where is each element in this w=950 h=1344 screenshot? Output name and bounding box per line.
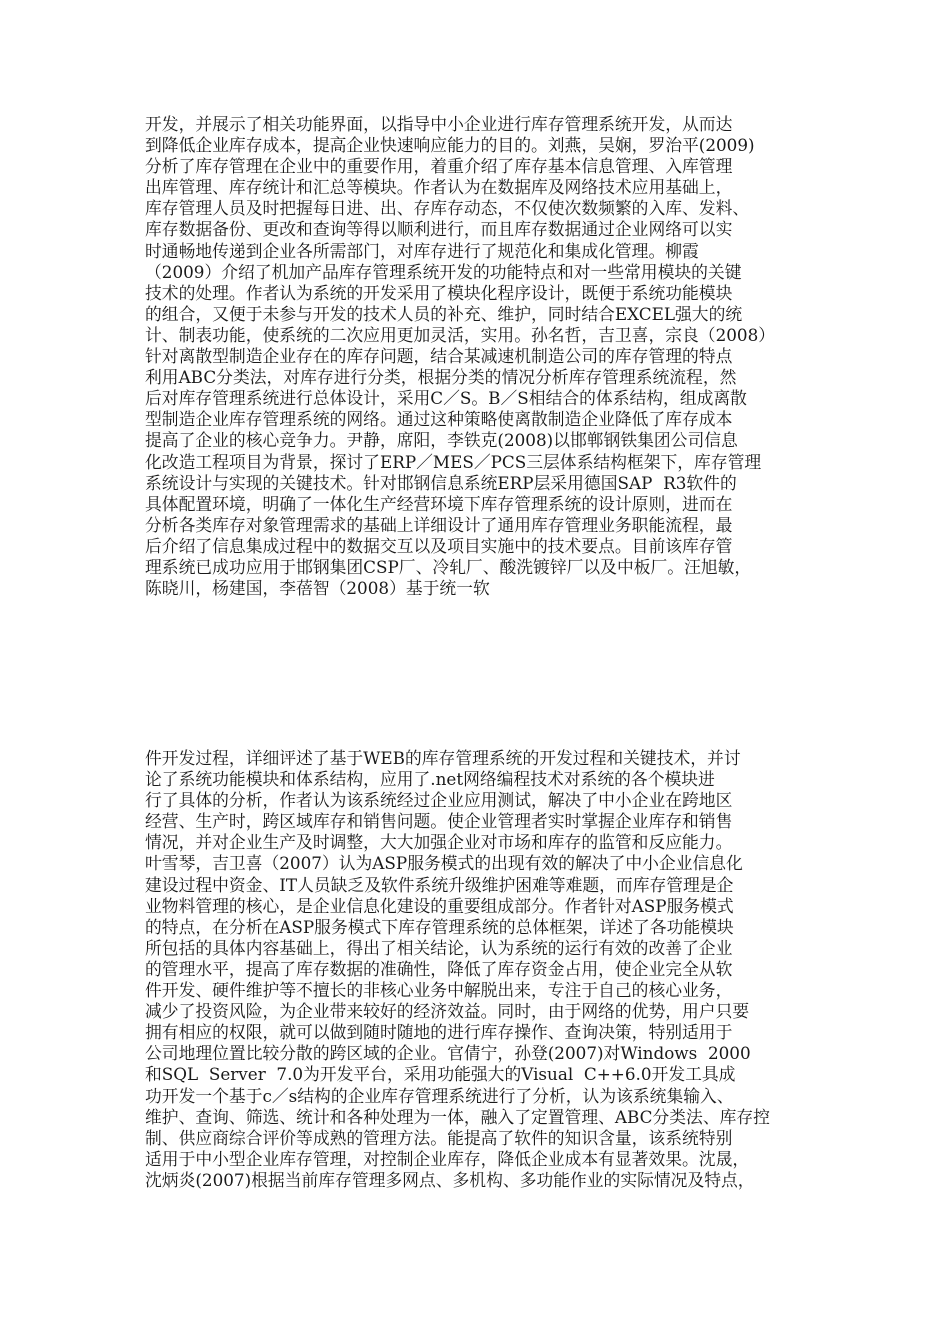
text-line: 型制造企业库存管理系统的网络。通过这种策略使离散制造企业降低了库存成本 [145, 409, 733, 430]
text-line: 的特点，在分析在ASP服务模式下库存管理系统的总体框架，详述了各功能模块 [145, 916, 734, 937]
text-line: 经营、生产时，跨区域库存和销售问题。使企业管理者实时掌握企业库存和销售 [145, 811, 733, 832]
text-line: 行了具体的分析，作者认为该系统经过企业应用测试，解决了中小企业在跨地区 [145, 790, 733, 811]
text-line: 的组合，又便于未参与开发的技术人员的补充、维护，同时结合EXCEL强大的统 [145, 303, 743, 324]
text-line: 和SQL Server 7.0为开发平台，采用功能强大的Visual C++6.0开发工具成 [145, 1064, 736, 1085]
text-line: 建设过程中资金、IT人员缺乏及软件系统升级维护困难等难题，而库存管理是企 [145, 874, 734, 895]
text-line: 论了系统功能模块和体系结构，应用了.net网络编程技术对系统的各个模块进 [145, 769, 715, 790]
text-block-1 [145, 114, 825, 599]
text-line: 功开发一个基于c／s结构的企业库存管理系统进行了分析，认为该系统集输入、 [145, 1085, 734, 1106]
text-line: 提高了企业的核心竞争力。尹静，席阳，李铁克(2008)以邯郸钢铁集团公司信息 [145, 430, 738, 451]
text-line: 件开发过程，详细评述了基于WEB的库存管理系统的开发过程和关键技术，并讨 [145, 748, 741, 768]
text-line: 所包括的具体内容基础上，得出了相关结论，认为系统的运行有效的改善了企业 [145, 937, 733, 958]
text-line: 后对库存管理系统进行总体设计，采用C／S。B／S相结合的体系结构，组成离散 [145, 388, 747, 409]
text-line: 库存数据备份、更改和查询等得以顺利进行，而且库存数据通过企业网络可以实 [145, 219, 733, 240]
text-line: 适用于中小型企业库存管理，对控制企业库存，降低企业成本有显著效果。沈晟， [145, 1148, 750, 1169]
text-line: 制、供应商综合评价等成熟的管理方法。能提高了软件的知识含量，该系统特别 [145, 1127, 733, 1148]
text-line: 后介绍了信息集成过程中的数据交互以及项目实施中的技术要点。目前该库存管 [145, 535, 733, 556]
text-line: 出库管理、库存统计和汇总等模块。作者认为在数据库及网络技术应用基础上， [145, 177, 733, 198]
text-line: 沈炳炎(2007)根据当前库存管理多网点、多机构、多功能作业的实际情况及特点， [145, 1169, 755, 1190]
text-line: （2009）介绍了机加产品库存管理系统开发的功能特点和对一些常用模块的关键 [145, 261, 742, 282]
text-line: 计、制表功能，使系统的二次应用更加灵活，实用。孙名哲，吉卫喜，宗良（2008） [145, 324, 776, 345]
text-line: 理系统已成功应用于邯钢集团CSP厂、冷轧厂、酸洗镀锌厂以及中板厂。汪旭敏， [145, 556, 752, 577]
text-line: 拥有相应的权限，就可以做到随时随地的进行库存操作、查询决策，特别适用于 [145, 1022, 733, 1043]
text-line: 系统设计与实现的关键技术。针对邯钢信息系统ERP层采用德国SAP R3软件的 [145, 472, 737, 493]
text-line: 分析各类库存对象管理需求的基础上详细设计了通用库存管理业务职能流程，最 [145, 514, 733, 535]
text-line: 技术的处理。作者认为系统的开发采用了模块化程序设计，既便于系统功能模块 [145, 282, 733, 303]
text-line: 库存管理人员及时把握每日进、出、存库存动态，不仅使次数频繁的入库、发料、 [145, 198, 750, 219]
text-line: 维护、查询、筛选、统计和各种处理为一体，融入了定置管理、ABC分类法、库存控 [145, 1106, 770, 1127]
text-line: 件开发、硬件维护等不擅长的非核心业务中解脱出来，专注于自己的核心业务， [145, 980, 733, 1001]
text-line: 开发，并展示了相关功能界面，以指导中小企业进行库存管理系统开发，从而达 [145, 114, 733, 134]
text-line: 到降低企业库存成本，提高企业快速响应能力的目的。刘燕，吴娴，罗治平(2009) [145, 135, 755, 156]
text-line: 情况，并对企业生产及时调整，大大加强企业对市场和库存的监管和反应能力。 [145, 832, 733, 853]
text-block-2 [145, 748, 825, 1191]
text-line: 减少了投资风险，为企业带来较好的经济效益。同时，由于网络的优势，用户只要 [145, 1001, 750, 1022]
text-line: 具体配置环境，明确了一体化生产经营环境下库存管理系统的设计原则，进而在 [145, 493, 733, 514]
text-line: 针对离散型制造企业存在的库存问题，结合某减速机制造公司的库存管理的特点 [145, 346, 733, 367]
text-line: 公司地理位置比较分散的跨区域的企业。官倩宁，孙登(2007)对Windows 2000 [145, 1043, 751, 1064]
text-line: 的管理水平，提高了库存数据的准确性，降低了库存资金占用，使企业完全从软 [145, 958, 733, 979]
text-line: 叶雪琴，吉卫喜（2007）认为ASP服务模式的出现有效的解决了中小企业信息化 [145, 853, 743, 874]
text-line: 业物料管理的核心，是企业信息化建设的重要组成部分。作者针对ASP服务模式 [145, 895, 734, 916]
text-line: 分析了库存管理在企业中的重要作用，着重介绍了库存基本信息管理、入库管理 [145, 156, 733, 177]
text-line: 时通畅地传递到企业各所需部门，对库存进行了规范化和集成化管理。柳霞 [145, 240, 699, 261]
text-line: 化改造工程项目为背景，探讨了ERP／MES／PCS三层体系结构框架下，库存管理 [145, 451, 762, 472]
text-line: 利用ABC分类法，对库存进行分类，根据分类的情况分析库存管理系统流程，然 [145, 367, 737, 388]
text-line: 陈晓川，杨建国，李蓓智（2008）基于统一软 [145, 578, 490, 599]
